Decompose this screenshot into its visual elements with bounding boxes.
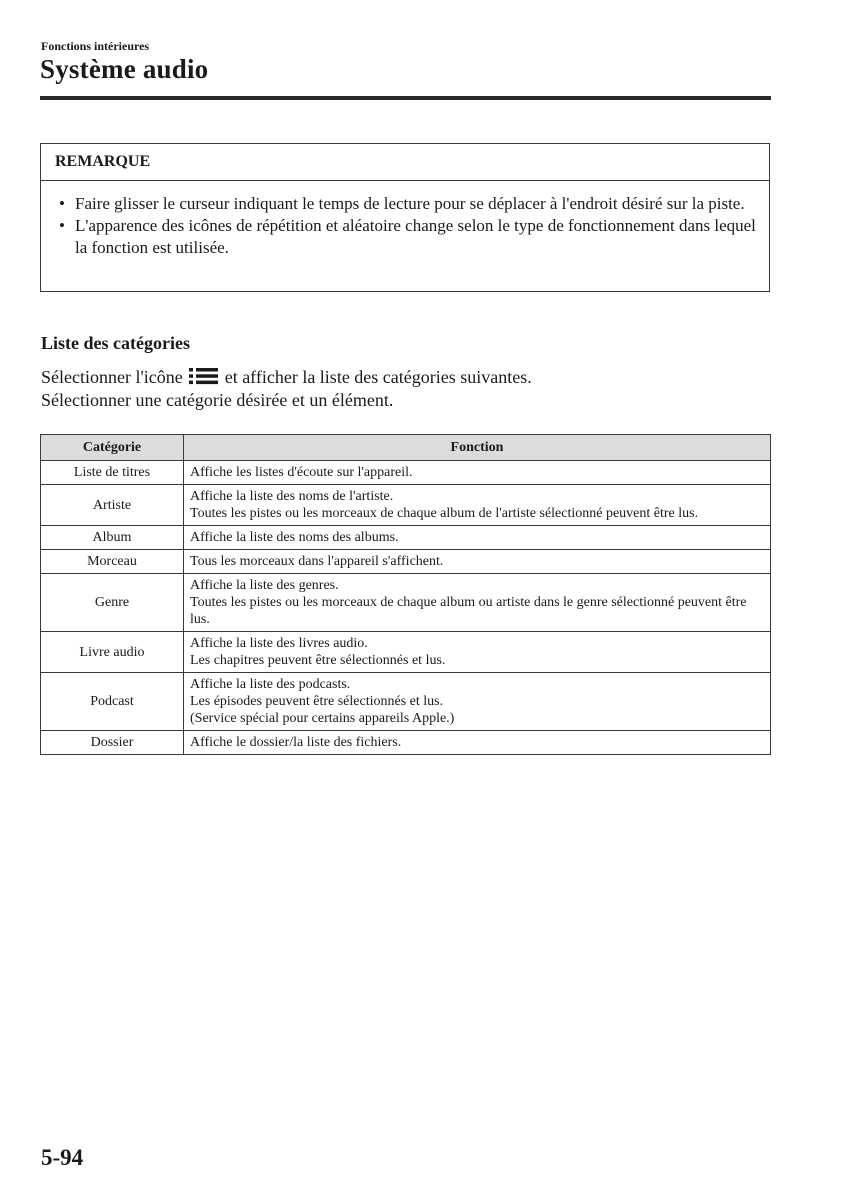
function-cell [184,526,771,550]
categories-heading: Liste des catégories [41,333,190,353]
function-cell [184,485,771,526]
list-icon [189,367,218,385]
note-item-text: Faire glisser le curseur indiquant le temps de lecture pour se déplacer à l'endroit désiré sur la piste. [75,194,745,213]
function-line: Affiche les listes d'écoute sur l'appareil. [190,465,413,480]
note-item [59,215,757,259]
column-header-function: Fonction [184,435,771,461]
function-cell [184,632,771,673]
function-line: (Service spécial pour certains appareils Apple.) [190,711,455,726]
function-line: Affiche la liste des genres. [190,578,339,593]
function-cell [184,673,771,731]
category-cell: Livre audio [41,632,184,673]
function-cell [184,550,771,574]
category-cell: Genre [41,574,184,632]
category-cell: Liste de titres [41,461,184,485]
function-line: Les épisodes peuvent être sélectionnés et lus. [190,694,444,709]
table-body [41,461,771,755]
title-divider [40,96,771,100]
note-item-text: L'apparence des icônes de répétition et aléatoire change selon le type de fonctionnement dans lequel la fonction est utilisée. [75,216,756,257]
category-cell: Artiste [41,485,184,526]
intro-line-1 [41,366,532,389]
table-row [41,731,771,755]
table-row [41,673,771,731]
function-line: Toutes les pistes ou les morceaux de chaque album de l'artiste sélectionné peuvent être lus. [190,506,699,521]
section-label: Fonctions intérieures [41,39,150,53]
table-row [41,461,771,485]
table-header-row [41,435,771,461]
note-item [59,193,757,215]
note-heading: REMARQUE [41,144,769,181]
function-line: Les chapitres peuvent être sélectionnés et lus. [190,653,446,668]
function-cell [184,731,771,755]
function-line: Affiche la liste des livres audio. [190,636,368,651]
category-cell: Morceau [41,550,184,574]
function-line: Affiche le dossier/la liste des fichiers. [190,735,402,750]
bullet-icon: • [59,216,65,235]
bullet-icon: • [59,194,65,213]
intro-after-icon: et afficher la liste des catégories suivantes. [224,367,532,387]
category-cell: Album [41,526,184,550]
intro-line-2: Sélectionner une catégorie désirée et un élément. [41,390,394,410]
note-list [41,181,769,259]
table-row [41,526,771,550]
function-cell [184,461,771,485]
page-number: 5-94 [41,1145,84,1170]
function-line: Toutes les pistes ou les morceaux de chaque album ou artiste dans le genre sélectionné peuvent être lus. [190,595,747,627]
function-line: Affiche la liste des noms des albums. [190,530,399,545]
function-line: Affiche la liste des podcasts. [190,677,351,692]
category-cell: Dossier [41,731,184,755]
table-row [41,632,771,673]
column-header-category: Catégorie [41,435,184,461]
function-cell [184,574,771,632]
note-box [40,143,770,292]
table-row [41,574,771,632]
table-row [41,550,771,574]
category-cell: Podcast [41,673,184,731]
categories-table [40,434,771,755]
page-title: Système audio [40,54,209,84]
intro-before-icon: Sélectionner l'icône [41,367,183,387]
function-line: Affiche la liste des noms de l'artiste. [190,489,394,504]
function-line: Tous les morceaux dans l'appareil s'affichent. [190,554,444,569]
intro-text [41,366,532,412]
table-row [41,485,771,526]
